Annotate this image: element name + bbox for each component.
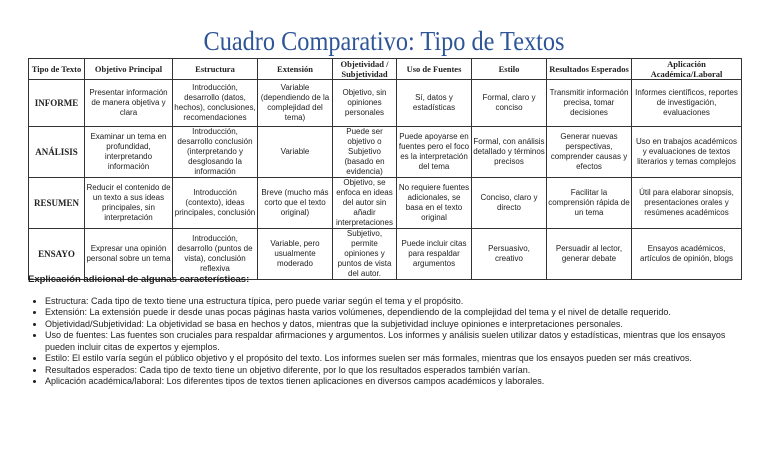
table-cell: Objetivo, sin opiniones personales (333, 80, 397, 127)
table-cell: Expresar una opinión personal sobre un tema (85, 229, 173, 280)
page-title: Cuadro Comparativo: Tipo de Textos (203, 26, 565, 56)
list-item: • Uso de fuentes: Las fuentes son cruciales para respaldar afirmaciones y argumentos. Los informes y análisis suelen utilizar datos y estadísticas, mientras que los ensayos pueden incluir citas de expertos y ejemplos. (45, 330, 756, 353)
table-cell: Persuadir al lector, generar debate (547, 229, 632, 280)
table-cell: Útil para elaborar sinopsis, presentaciones orales y resúmenes académicos (632, 178, 742, 229)
table-cell: Introducción (contexto), ideas principales, conclusión (173, 178, 258, 229)
table-cell: Introducción, desarrollo (datos, hechos), conclusiones, recomendaciones (173, 80, 258, 127)
list-item: • Estructura: Cada tipo de texto tiene una estructura típica, pero puede variar según el tema y el propósito. (45, 296, 756, 308)
header-tipo-de-texto: Tipo de Texto (29, 59, 85, 80)
table-row (29, 127, 742, 178)
table-cell: Puede incluir citas para respaldar argumentos (397, 229, 472, 280)
table-cell: Informes científicos, reportes de investigación, evaluaciones (632, 80, 742, 127)
table-cell: Introducción, desarrollo (puntos de vista), conclusión reflexiva (173, 229, 258, 280)
table-cell: No requiere fuentes adicionales, se basa en el texto original (397, 178, 472, 229)
table-cell: Conciso, claro y directo (472, 178, 547, 229)
table-cell: Reducir el contenido de un texto a sus ideas principales, sin interpretación (85, 178, 173, 229)
list-item: • Resultados esperados: Cada tipo de texto tiene un objetivo diferente, por lo que los resultados esperados también varían. (45, 365, 756, 377)
table-row (29, 80, 742, 127)
table-cell: Variable (dependiendo de la complejidad del tema) (258, 80, 333, 127)
list-item: • Extensión: La extensión puede ir desde unas pocas páginas hasta varios volúmenes, dependiendo de la complejidad del tema y el nivel de detalle requerido. (45, 307, 756, 319)
header-extension: Extensión (258, 59, 333, 80)
row-type-ensayo: ENSAYO (29, 229, 85, 280)
list-item: • Objetividad/Subjetividad: La objetividad se basa en hechos y datos, mientras que la subjetividad incluye opiniones e interpretaciones personales. (45, 319, 756, 331)
table-cell: Breve (mucho más corto que el texto original) (258, 178, 333, 229)
header-estilo: Estilo (472, 59, 547, 80)
notes-heading: Explicación adicional de algunas características: (28, 274, 250, 285)
table-cell: Ensayos académicos, artículos de opinión, blogs (632, 229, 742, 280)
row-type-resumen: RESUMEN (29, 178, 85, 229)
header-resultados: Resultados Esperados (547, 59, 632, 80)
table-cell: Uso en trabajos académicos y evaluaciones de textos literarios y temas complejos (632, 127, 742, 178)
notes-section (28, 274, 756, 388)
table-cell: Puede ser objetivo o Subjetivo (basado en evidencia) (333, 127, 397, 178)
table-cell: Transmitir información precisa, tomar decisiones (547, 80, 632, 127)
table-cell: Formal, con análisis detallado y términos precisos (472, 127, 547, 178)
list-item: • Estilo: El estilo varía según el público objetivo y el propósito del texto. Los informes suelen ser más formales, mientras que los ensayos pueden ser más creativos. (45, 353, 756, 365)
table-header-row (29, 59, 742, 80)
header-uso-de-fuentes: Uso de Fuentes (397, 59, 472, 80)
table-cell: Puede apoyarse en fuentes pero el foco es la interpretación del tema (397, 127, 472, 178)
header-objetivo-principal: Objetivo Principal (85, 59, 173, 80)
header-aplicacion: Aplicación Académica/Laboral (632, 59, 742, 80)
table-cell: Generar nuevas perspectivas, comprender causas y efectos (547, 127, 632, 178)
table-row (29, 178, 742, 229)
table-cell: Facilitar la comprensión rápida de un tema (547, 178, 632, 229)
list-item: • Aplicación académica/laboral: Los diferentes tipos de textos tienen aplicaciones en diversos campos académicos y laborales. (45, 376, 756, 388)
table-cell: Persuasivo, creativo (472, 229, 547, 280)
row-type-analisis: ANÁLISIS (29, 127, 85, 178)
table-row (29, 229, 742, 280)
table-cell: Variable (258, 127, 333, 178)
header-objetividad: Objetividad / Subjetividad (333, 59, 397, 80)
row-type-informe: INFORME (29, 80, 85, 127)
table-cell: Sí, datos y estadísticas (397, 80, 472, 127)
notes-list (28, 296, 756, 388)
header-estructura: Estructura (173, 59, 258, 80)
table-cell: Variable, pero usualmente moderado (258, 229, 333, 280)
table-cell: Presentar información de manera objetiva y clara (85, 80, 173, 127)
table-cell: Formal, claro y conciso (472, 80, 547, 127)
table-cell: Introducción, desarrollo conclusión (interpretando y desglosando la información (173, 127, 258, 178)
comparison-table (28, 58, 742, 280)
table-cell: Examinar un tema en profundidad, interpretando información (85, 127, 173, 178)
table-cell: Objetivo, se enfoca en ideas del autor sin añadir interpretaciones (333, 178, 397, 229)
table-cell: Subjetivo, permite opiniones y puntos de vista del autor. (333, 229, 397, 280)
